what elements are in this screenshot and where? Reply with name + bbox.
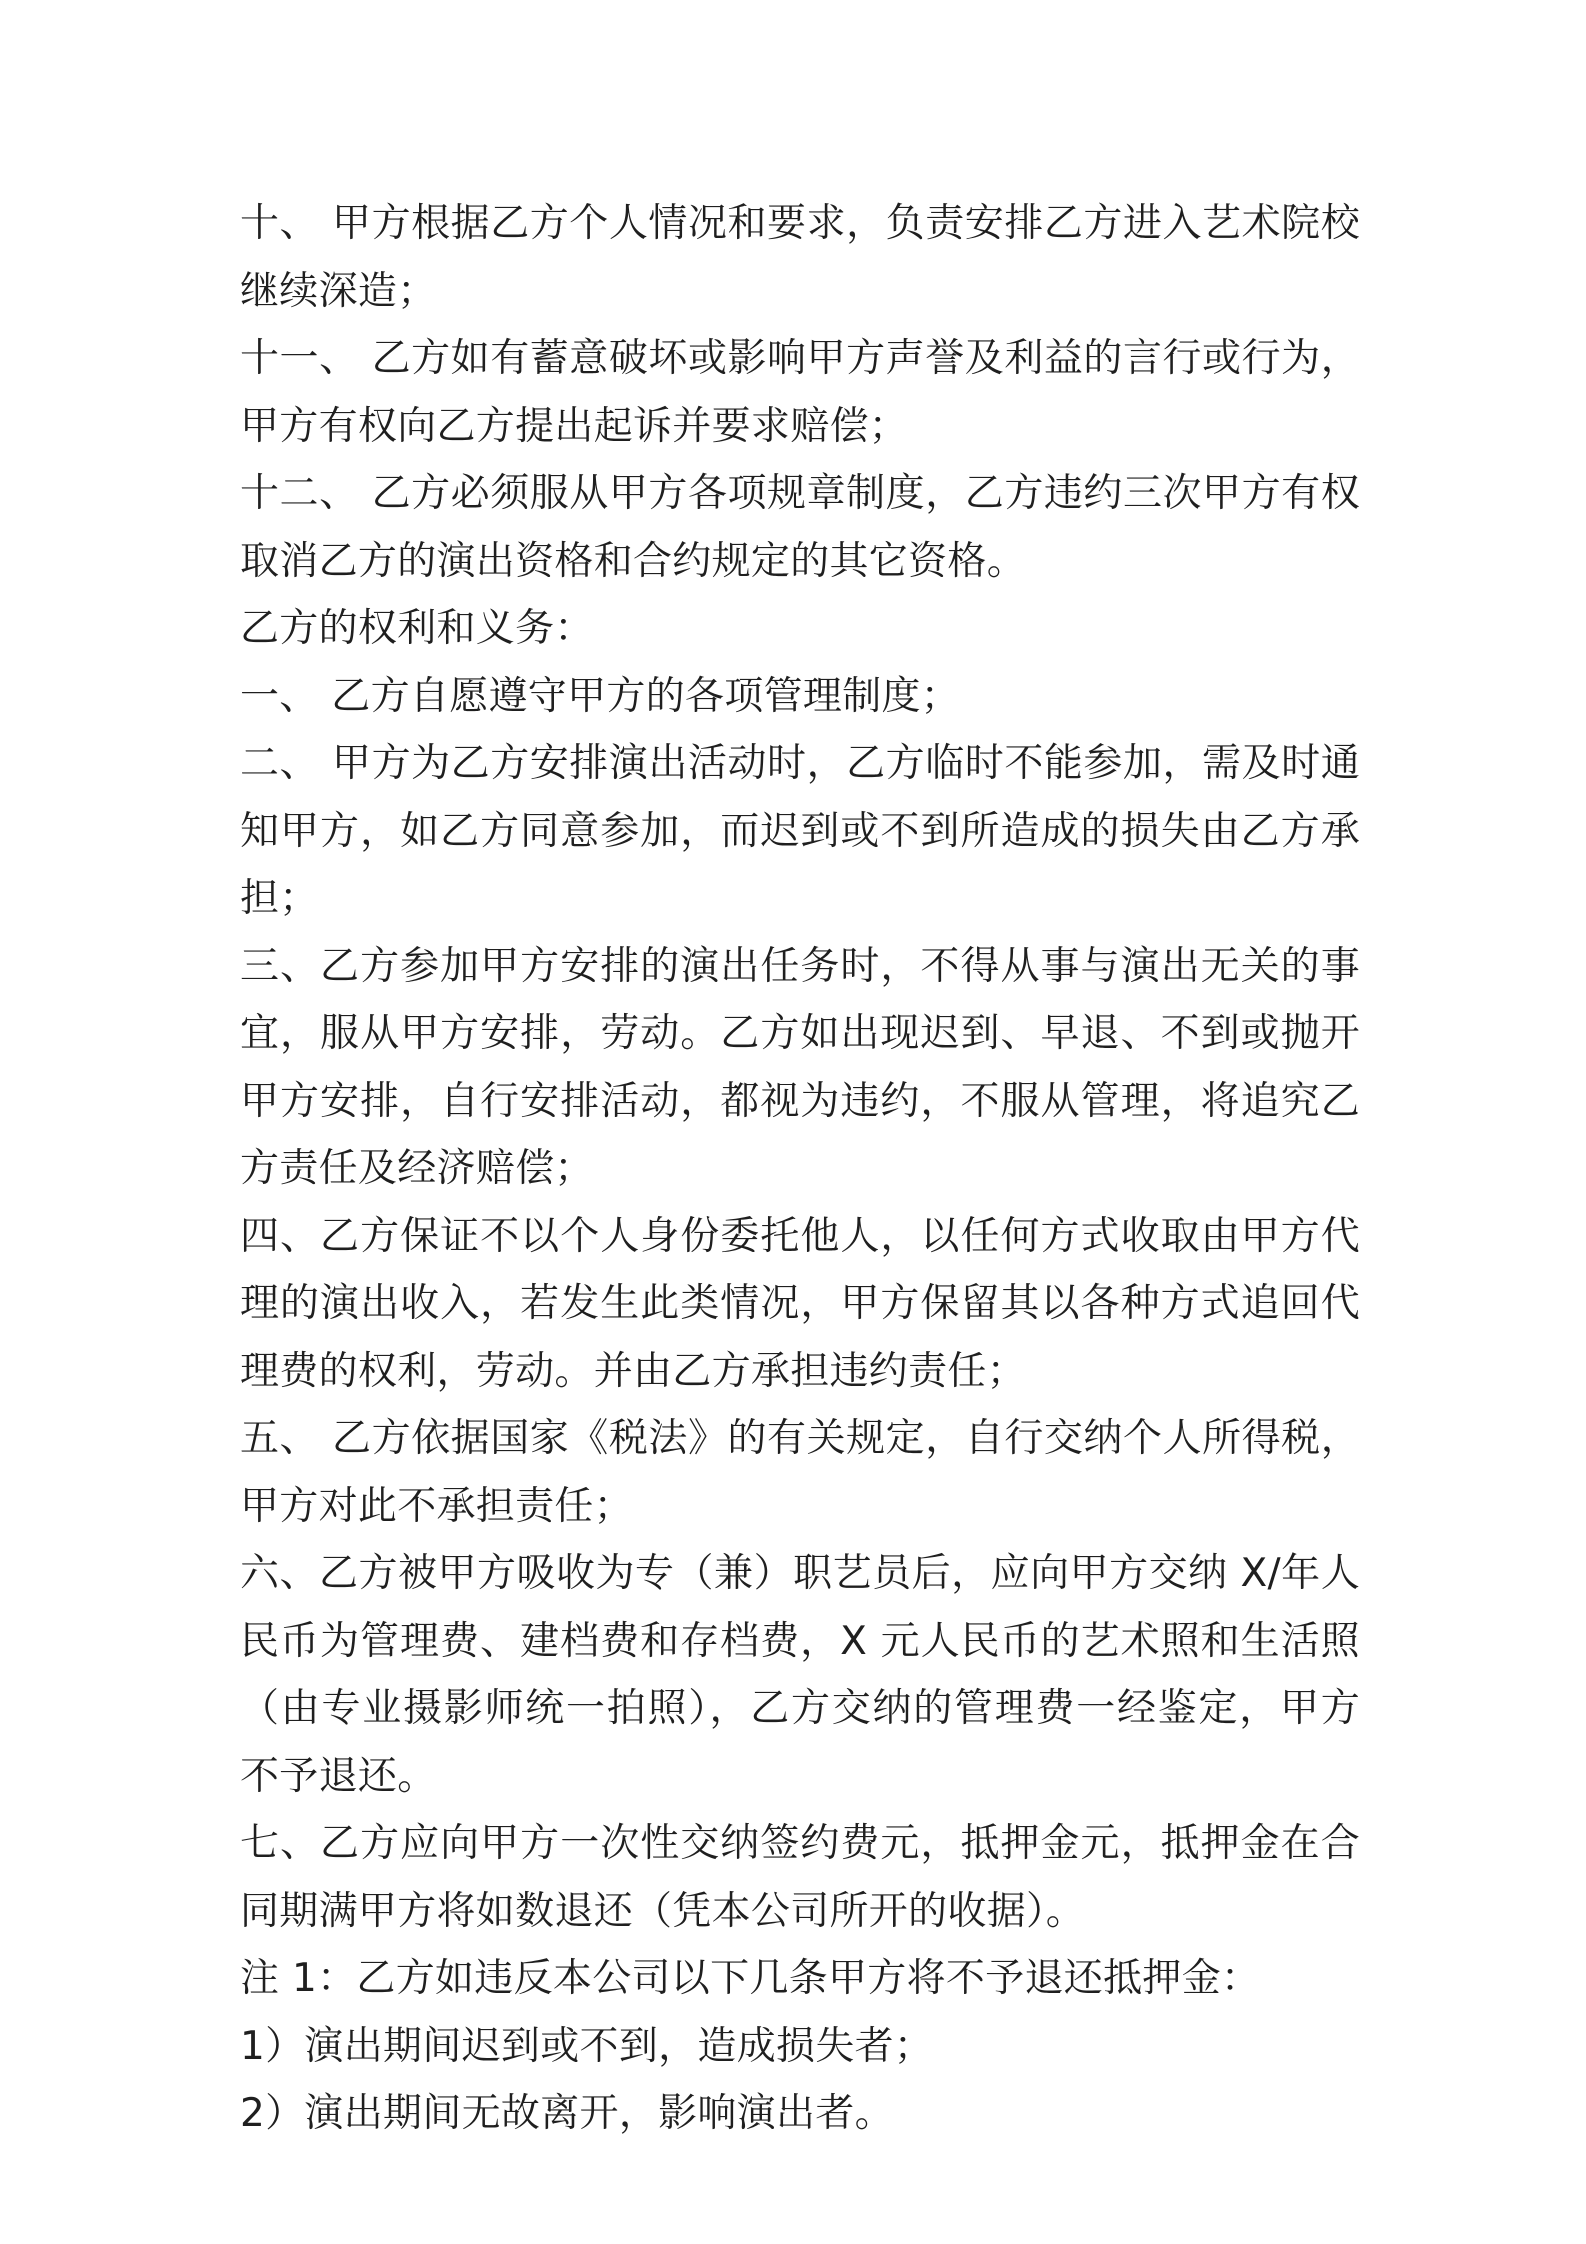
party-b-clause-7: 七、乙方应向甲方一次性交纳签约费元，抵押金元，抵押金在合同期满甲方将如数退还（凭本公司所开的收据）。 <box>240 1821 1360 1934</box>
party-b-clause-6: 六、乙方被甲方吸收为专（兼）职艺员后，应向甲方交纳 X/年人民币为管理费、建档费和存档费，X 元人民币的艺术照和生活照（由专业摄影师统一拍照），乙方交纳的管理费一经鉴定，甲方不予退还。 <box>240 1551 1360 1799</box>
clause-10: 十、 甲方根据乙方个人情况和要求，负责安排乙方进入艺术院校继续深造； <box>240 201 1360 314</box>
clause-11: 十一、 乙方如有蓄意破坏或影响甲方声誉及利益的言行或行为，甲方有权向乙方提出起诉并要求赔偿； <box>240 336 1360 449</box>
note-1: 注 1：乙方如违反本公司以下几条甲方将不予退还抵押金： <box>240 1956 1261 2001</box>
party-b-clause-3: 三、乙方参加甲方安排的演出任务时，不得从事与演出无关的事宜，服从甲方安排，劳动。乙方如出现迟到、早退、不到或抛开甲方安排，自行安排活动，都视为违约，不服从管理，将追究乙方责任及经济赔偿； <box>240 943 1360 1191</box>
note-item-1: 1）演出期间迟到或不到，造成损失者； <box>240 2023 934 2069</box>
note-item-2: 2）演出期间无故离开，影响演出者。 <box>240 2091 894 2136</box>
clause-12: 十二、 乙方必须服从甲方各项规章制度，乙方违约三次甲方有权取消乙方的演出资格和合约规定的其它资格。 <box>240 471 1360 584</box>
section-heading-party-b-rights: 乙方的权利和义务： <box>240 606 594 651</box>
party-b-clause-1: 一、 乙方自愿遵守甲方的各项管理制度； <box>240 673 961 719</box>
party-b-clause-4: 四、乙方保证不以个人身份委托他人，以任何方式收取由甲方代理的演出收入，若发生此类情况，甲方保留其以各种方式追回代理费的权利，劳动。并由乙方承担违约责任； <box>240 1213 1360 1394</box>
document-body <box>240 190 1360 2148</box>
party-b-clause-5: 五、 乙方依据国家《税法》的有关规定，自行交纳个人所得税，甲方对此不承担责任； <box>240 1416 1360 1529</box>
party-b-clause-2: 二、 甲方为乙方安排演出活动时，乙方临时不能参加，需及时通知甲方，如乙方同意参加，而迟到或不到所造成的损失由乙方承担； <box>240 741 1360 921</box>
